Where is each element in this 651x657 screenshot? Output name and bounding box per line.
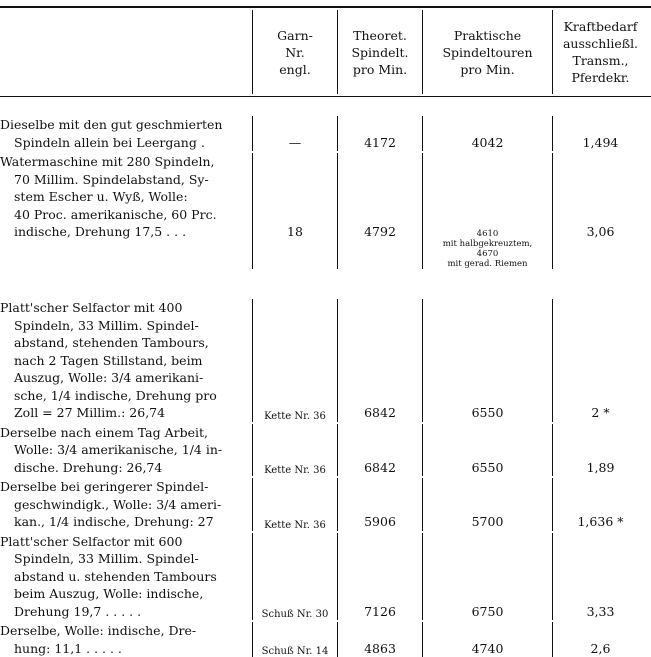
theoretical-speed-cell (337, 533, 422, 621)
description-line: nach 2 Tagen Stillstand, beim (14, 352, 203, 368)
table-row (0, 100, 648, 151)
header-power (552, 10, 648, 94)
description-line: Spindeln allein bei Leergang . (14, 134, 205, 150)
power-cell-value: 2 * (591, 405, 610, 420)
practical-speed-cell (422, 299, 552, 422)
power-cell (552, 478, 648, 531)
header-line: pro Min. (352, 61, 408, 77)
description-line: Zoll = 27 Millim.: 26,74 (14, 405, 166, 420)
description-line: kan., 1/4 indische, Drehung: 27 (14, 514, 214, 529)
row-description (0, 299, 252, 422)
header-line: Garn- (277, 27, 313, 43)
table-body (0, 100, 648, 657)
table-row (0, 269, 648, 422)
table-row (0, 422, 648, 477)
garn-nr-cell (252, 424, 337, 477)
description-line: sche, 1/4 indische, Drehung pro (14, 387, 217, 403)
garn-nr-cell (252, 153, 337, 269)
description-line: Wolle: 3/4 amerikanische, 1/4 in- (14, 442, 223, 457)
description-line: 40 Proc. amerikanische, 60 Prc. (14, 206, 217, 222)
description-line: Dieselbe mit den gut geschmierten (0, 117, 223, 132)
row-description (0, 424, 252, 477)
theoretical-speed-cell-value: 6842 (364, 405, 396, 420)
garn-nr-cell-value: Kette Nr. 36 (264, 410, 326, 422)
power-cell (552, 116, 648, 151)
header-garn-nr (252, 10, 337, 94)
practical-speed-cell (422, 424, 552, 477)
description-line: geschwindigk., Wolle: 3/4 ameri- (14, 496, 222, 512)
top-rule (0, 6, 651, 8)
theoretical-speed-cell-value: 4792 (364, 224, 396, 239)
practical-speed-line: mit gerad. Riemen (447, 259, 528, 269)
header-line: Transm., (572, 53, 629, 68)
power-cell-value: 2,6 (590, 640, 611, 656)
power-cell (552, 299, 648, 422)
practical-speed-line: 6550 (471, 405, 504, 420)
practical-speed-cell (422, 153, 552, 269)
power-cell (552, 622, 648, 657)
power-cell (552, 533, 648, 621)
description-line: Platt'scher Selfactor mit 400 (0, 300, 183, 315)
theoretical-speed-cell-value: 7126 (364, 603, 396, 619)
theoretical-speed-cell (337, 299, 422, 422)
garn-nr-cell-value: Schuß Nr. 30 (261, 609, 329, 620)
practical-speed-line: 4740 (471, 640, 504, 656)
garn-nr-cell-value: — (288, 134, 302, 150)
theoretical-speed-cell (337, 116, 422, 151)
row-description (0, 153, 252, 269)
garn-nr-cell (252, 622, 337, 657)
practical-speed-line: 4042 (471, 134, 504, 150)
description-line: Derselbe nach einem Tag Arbeit, (0, 424, 208, 440)
header-line: Praktische (453, 27, 522, 43)
table-row (0, 531, 648, 621)
description-line: abstand u. stehenden Tambours (14, 568, 217, 584)
description-line: Derselbe bei geringerer Spindel- (0, 479, 209, 494)
description-line: stem Escher u. Wyß, Wolle: (14, 189, 188, 204)
practical-speed-cell (422, 116, 552, 151)
description-line: abstand, stehenden Tambours, (14, 335, 209, 350)
practical-speed-line: 6750 (471, 603, 504, 619)
power-cell-value: 1,494 (582, 134, 619, 150)
description-line: Platt'scher Selfactor mit 600 (0, 533, 183, 549)
theoretical-speed-cell-value: 4863 (364, 640, 396, 656)
garn-nr-cell-value: Schuß Nr. 14 (261, 646, 329, 657)
description-line: Derselbe, Wolle: indische, Dre- (0, 623, 197, 638)
garn-nr-cell (252, 116, 337, 151)
table-row (0, 151, 648, 269)
table-row (0, 620, 648, 657)
theoretical-speed-cell (337, 622, 422, 657)
header-line: Nr. (285, 44, 305, 60)
power-cell-value: 1,89 (586, 459, 615, 475)
theoretical-speed-cell-value: 5906 (364, 514, 396, 529)
row-description (0, 116, 252, 151)
header-practical-speed (422, 10, 552, 94)
theoretical-speed-cell (337, 153, 422, 269)
description-line: dische. Drehung: 26,74 (14, 459, 163, 475)
practical-speed-line: 5700 (471, 514, 504, 529)
header-line: Theoret. (353, 27, 407, 43)
description-line: hung: 11,1 . . . . . (14, 640, 122, 656)
garn-nr-cell (252, 533, 337, 621)
table-header (0, 10, 648, 94)
description-line: Spindeln, 33 Millim. Spindel- (14, 317, 199, 333)
description-line: Drehung 19,7 . . . . . (14, 603, 142, 619)
row-description (0, 533, 252, 621)
description-line: Spindeln, 33 Millim. Spindel- (14, 551, 199, 566)
header-line: pro Min. (460, 61, 515, 77)
description-line: Auszug, Wolle: 3/4 amerikani- (14, 370, 204, 385)
garn-nr-cell (252, 478, 337, 531)
header-rule (0, 96, 651, 97)
practical-speed-cell (422, 622, 552, 657)
power-cell-value: 1,636 * (577, 514, 624, 529)
header-theoretical-speed (337, 10, 422, 94)
theoretical-speed-cell-value: 4172 (364, 134, 396, 150)
garn-nr-cell-value: Kette Nr. 36 (264, 465, 326, 476)
practical-speed-cell (422, 478, 552, 531)
theoretical-speed-cell-value: 6842 (364, 459, 396, 475)
description-line: beim Auszug, Wolle: indische, (14, 586, 204, 601)
table-row (0, 476, 648, 531)
garn-nr-cell-value: Kette Nr. 36 (264, 519, 326, 531)
practical-speed-line: 4610 (476, 229, 499, 239)
power-cell-value: 3,33 (586, 603, 615, 619)
description-line: 70 Millim. Spindelabstand, Sy- (14, 171, 209, 187)
header-line: Pferdekr. (571, 70, 630, 85)
power-cell-value: 3,06 (586, 224, 615, 239)
header-line: ausschließl. (562, 36, 639, 51)
row-description (0, 622, 252, 657)
header-line: Spindeltouren (442, 44, 533, 60)
description-line: Watermaschine mit 280 Spindeln, (0, 154, 215, 169)
theoretical-speed-cell (337, 424, 422, 477)
garn-nr-cell (252, 299, 337, 422)
header-line: Spindelt. (351, 44, 409, 60)
header-line: Kraftbedarf (563, 19, 638, 34)
header-description (0, 10, 252, 94)
practical-speed-line: mit halbgekreuztem, (442, 239, 533, 249)
row-description (0, 478, 252, 531)
power-cell (552, 424, 648, 477)
practical-speed-cell (422, 533, 552, 621)
practical-speed-line: 4670 (476, 249, 499, 259)
practical-speed-line: 6550 (471, 459, 504, 475)
garn-nr-cell-value: 18 (287, 224, 303, 239)
theoretical-speed-cell (337, 478, 422, 531)
description-line: indische, Drehung 17,5 . . . (14, 224, 187, 239)
header-line: engl. (279, 61, 311, 77)
power-cell (552, 153, 648, 269)
